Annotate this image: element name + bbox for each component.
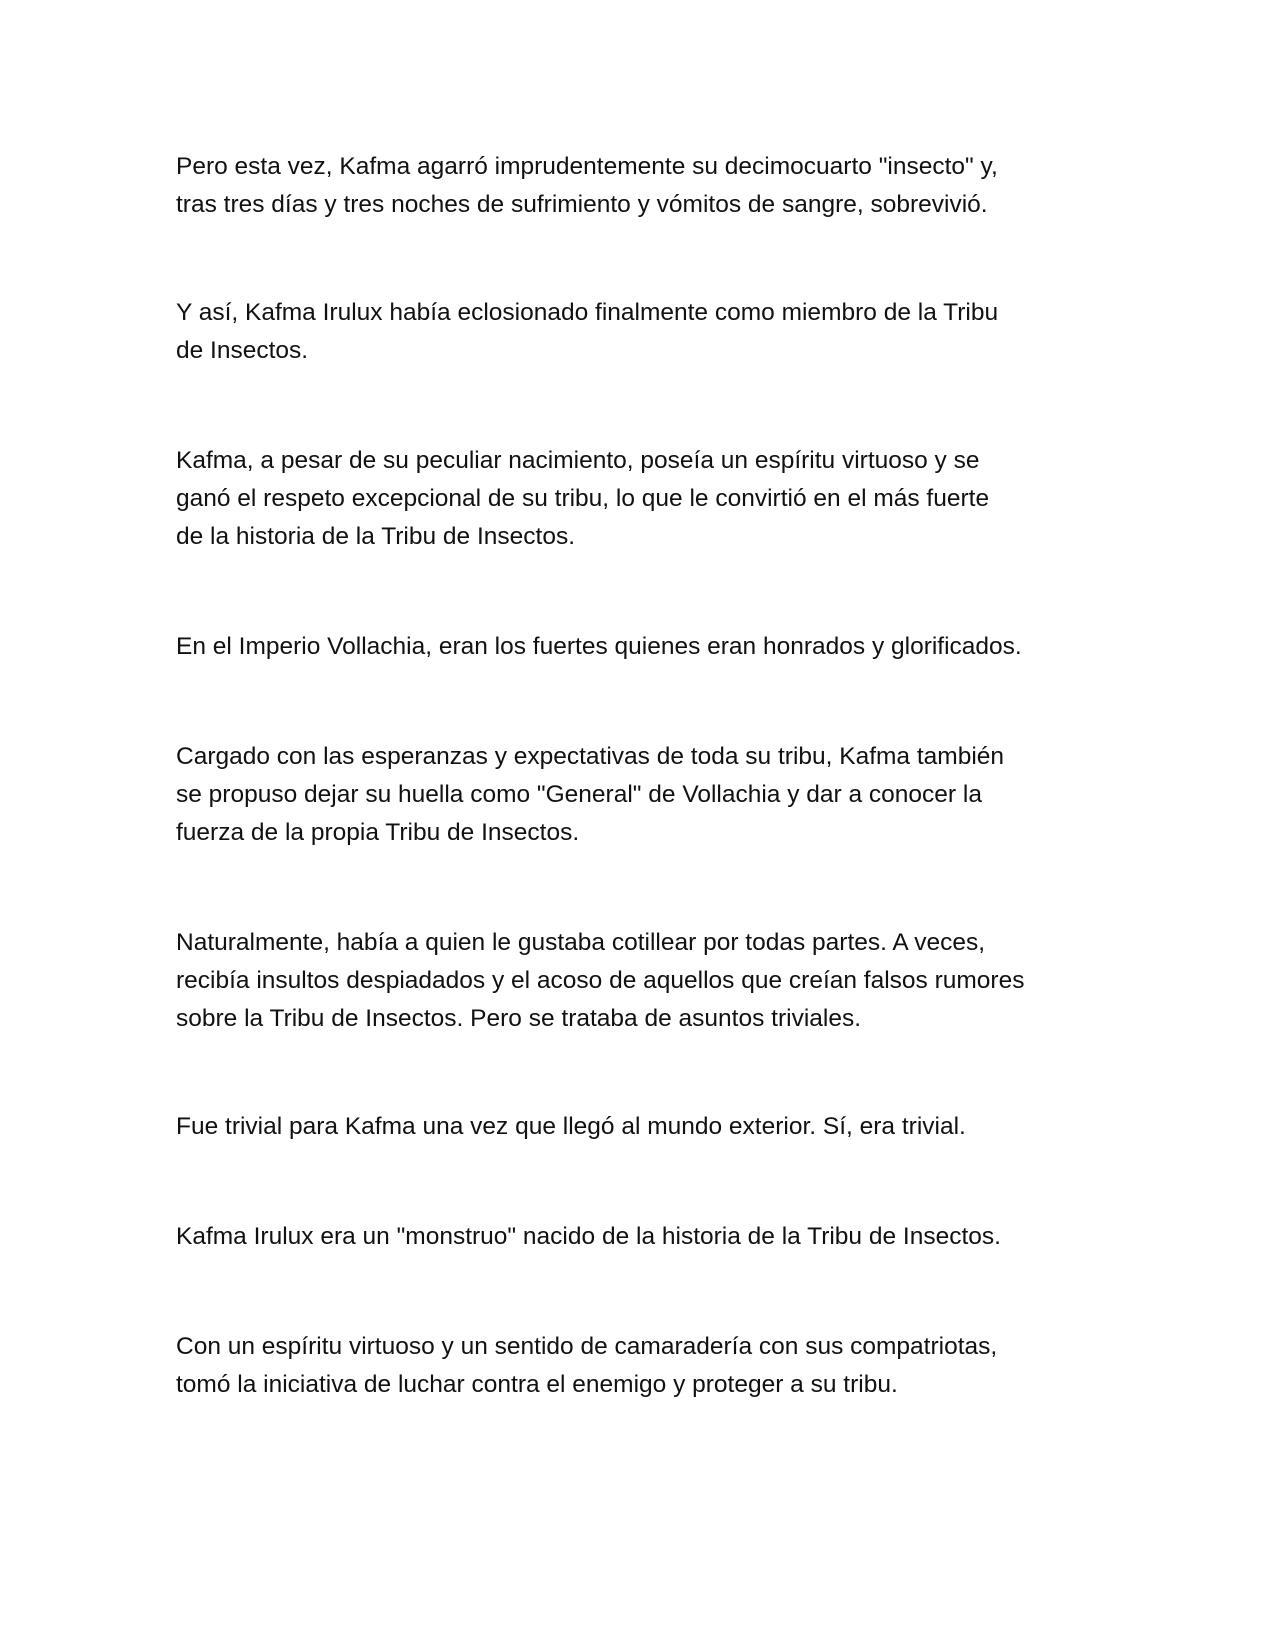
- paragraph-line: tomó la iniciativa de luchar contra el enemigo y proteger a su tribu.: [176, 1371, 898, 1398]
- paragraph-line: Fue trivial para Kafma una vez que llegó al mundo exterior. Sí, era trivial.: [176, 1113, 966, 1140]
- paragraph-line: sobre la Tribu de Insectos. Pero se trataba de asuntos triviales.: [176, 1005, 862, 1032]
- paragraph-line: Con un espíritu virtuoso y un sentido de camaradería con sus compatriotas,: [176, 1333, 998, 1360]
- paragraph-1: [176, 148, 1116, 224]
- paragraph-line: Naturalmente, había a quien le gustaba cotillear por todas partes. A veces,: [176, 929, 986, 956]
- paragraph-9: [176, 1328, 1116, 1404]
- paragraph-line: recibía insultos despiadados y el acoso de aquellos que creían falsos rumores: [176, 967, 1025, 994]
- paragraph-line: Y así, Kafma Irulux había eclosionado finalmente como miembro de la Tribu: [176, 299, 999, 326]
- paragraph-line: Cargado con las esperanzas y expectativas de toda su tribu, Kafma también: [176, 743, 1005, 770]
- paragraph-7: [176, 1108, 1116, 1146]
- paragraph-line: de la historia de la Tribu de Insectos.: [176, 523, 576, 550]
- paragraph-6: [176, 924, 1116, 1038]
- paragraph-line: Pero esta vez, Kafma agarró imprudentemente su decimocuarto "insecto" y,: [176, 153, 998, 180]
- paragraph-line: se propuso dejar su huella como "General" de Vollachia y dar a conocer la: [176, 781, 982, 808]
- paragraph-line: En el Imperio Vollachia, eran los fuertes quienes eran honrados y glorificados.: [176, 633, 1022, 660]
- paragraph-8: [176, 1218, 1116, 1256]
- paragraph-line: Kafma Irulux era un "monstruo" nacido de la historia de la Tribu de Insectos.: [176, 1223, 1001, 1250]
- paragraph-line: de Insectos.: [176, 337, 309, 364]
- paragraph-3: [176, 442, 1116, 556]
- paragraph-line: ganó el respeto excepcional de su tribu, lo que le convirtió en el más fuerte: [176, 485, 990, 512]
- paragraph-line: Kafma, a pesar de su peculiar nacimiento, poseía un espíritu virtuoso y se: [176, 447, 980, 474]
- paragraph-line: fuerza de la propia Tribu de Insectos.: [176, 819, 580, 846]
- paragraph-5: [176, 738, 1116, 852]
- paragraph-line: tras tres días y tres noches de sufrimiento y vómitos de sangre, sobrevivió.: [176, 191, 988, 218]
- paragraph-4: [176, 628, 1116, 666]
- paragraph-2: [176, 294, 1116, 370]
